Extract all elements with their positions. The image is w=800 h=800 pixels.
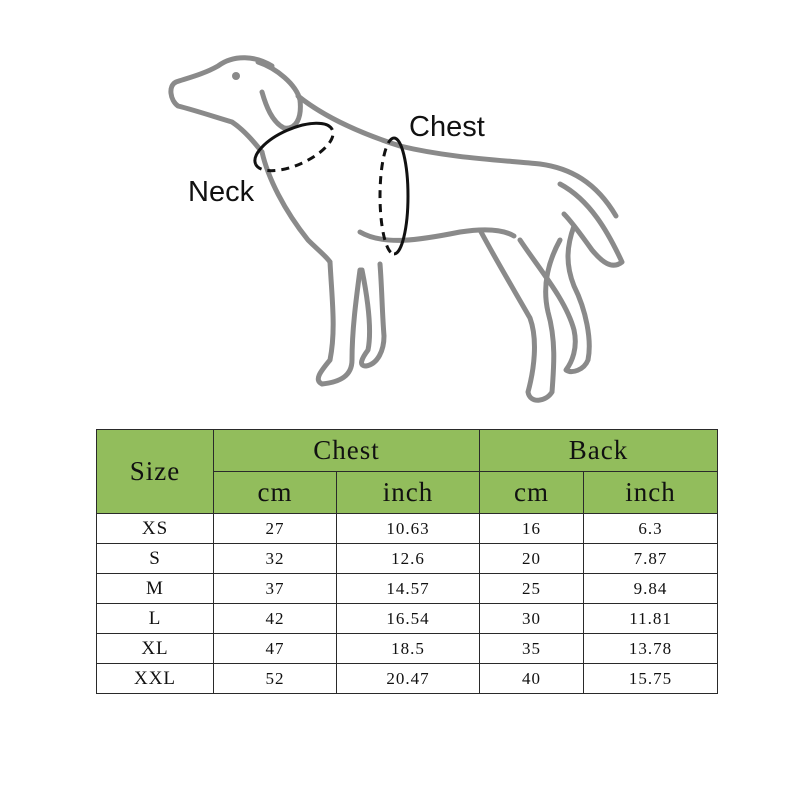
back-inch-cell: 11.81 <box>584 604 718 634</box>
chest-group-header: Chest <box>214 430 480 472</box>
back-inch-cell: 13.78 <box>584 634 718 664</box>
size-cell: L <box>97 604 214 634</box>
back-inch-cell: 6.3 <box>584 514 718 544</box>
table-row <box>97 634 718 664</box>
back-cm-cell: 20 <box>480 544 584 574</box>
chest-cm-header: cm <box>214 472 337 514</box>
chest-inch-cell: 14.57 <box>337 574 480 604</box>
dog-eye <box>232 72 240 80</box>
dog-ear <box>258 62 300 128</box>
size-chart-header <box>97 430 718 514</box>
dog-head <box>171 58 272 152</box>
size-cell: XS <box>97 514 214 544</box>
size-cell: XL <box>97 634 214 664</box>
size-cell: S <box>97 544 214 574</box>
dog-chest <box>262 152 330 262</box>
chest-cm-cell: 37 <box>214 574 337 604</box>
back-cm-cell: 25 <box>480 574 584 604</box>
chest-inch-cell: 20.47 <box>337 664 480 694</box>
back-cm-cell: 30 <box>480 604 584 634</box>
dog-hind-leg-near <box>480 230 560 400</box>
size-cell: XXL <box>97 664 214 694</box>
back-cm-cell: 40 <box>480 664 584 694</box>
size-chart-body <box>97 514 718 694</box>
back-inch-cell: 9.84 <box>584 574 718 604</box>
table-row <box>97 664 718 694</box>
chest-cm-cell: 52 <box>214 664 337 694</box>
chest-inch-cell: 16.54 <box>337 604 480 634</box>
back-cm-cell: 16 <box>480 514 584 544</box>
chest-inch-cell: 10.63 <box>337 514 480 544</box>
header-group-row <box>97 430 718 472</box>
chest-cm-cell: 32 <box>214 544 337 574</box>
size-cell: M <box>97 574 214 604</box>
dog-front-leg-far <box>362 264 384 366</box>
back-inch-header: inch <box>584 472 718 514</box>
chest-cm-cell: 42 <box>214 604 337 634</box>
chest-measurement-ring <box>380 138 408 254</box>
back-cm-header: cm <box>480 472 584 514</box>
chest-inch-header: inch <box>337 472 480 514</box>
chest-cm-cell: 27 <box>214 514 337 544</box>
dog-outline <box>171 58 622 401</box>
chest-inch-cell: 12.6 <box>337 544 480 574</box>
chest-label: Chest <box>409 111 485 143</box>
size-chart-table <box>96 429 718 694</box>
back-inch-cell: 7.87 <box>584 544 718 574</box>
table-row <box>97 544 718 574</box>
table-row <box>97 604 718 634</box>
size-column-header: Size <box>97 430 214 514</box>
table-row <box>97 514 718 544</box>
chest-cm-cell: 47 <box>214 634 337 664</box>
neck-label: Neck <box>188 176 255 208</box>
back-cm-cell: 35 <box>480 634 584 664</box>
table-row <box>97 574 718 604</box>
chest-inch-cell: 18.5 <box>337 634 480 664</box>
back-group-header: Back <box>480 430 718 472</box>
dog-front-leg-near <box>318 262 360 384</box>
back-inch-cell: 15.75 <box>584 664 718 694</box>
